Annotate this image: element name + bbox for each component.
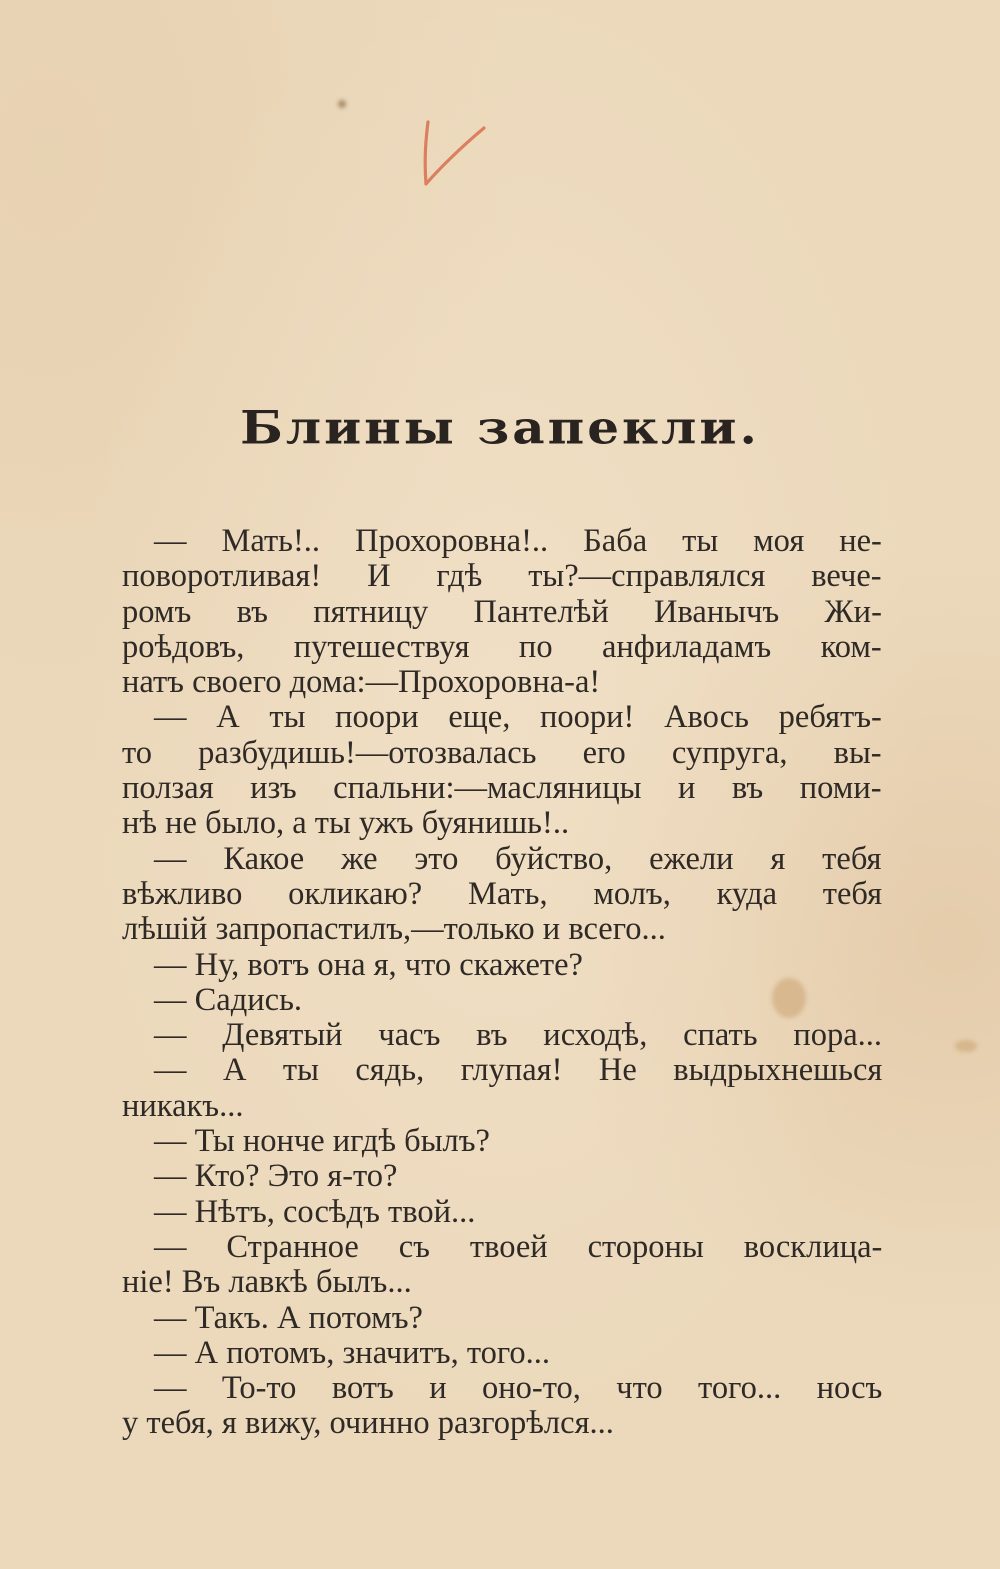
text-line: — Какое же это буйство, ежели я тебя: [154, 840, 882, 877]
text-line: — Ну, вотъ она я, что скажете?: [154, 946, 583, 983]
text-line: — Ты нонче игдѣ былъ?: [154, 1123, 490, 1160]
text-line: — Кто? Это я-то?: [154, 1158, 398, 1195]
paper-stain: [955, 1040, 977, 1052]
text-line: нѣ не было, а ты ужъ буянишь!..: [122, 805, 570, 842]
text-line: — Садись.: [154, 981, 303, 1018]
text-line: — Девятый часъ въ исходѣ, спать пора...: [154, 1017, 883, 1054]
text-line: — А ты сядь, глупая! Не выдрыхнешься: [154, 1052, 883, 1089]
text-line: — Такъ. А потомъ?: [154, 1299, 423, 1336]
text-line: — Мать!.. Прохоровна!.. Баба ты моя не-: [154, 523, 882, 559]
text-line: — Странное съ твоей стороны восклица-: [154, 1228, 883, 1265]
text-line: натъ своего дома:—Прохоровна-а!: [122, 664, 601, 701]
text-line: поворотливая! И гдѣ ты?—справлялся вече-: [122, 558, 882, 595]
text-line: у тебя, я вижу, очинно разгорѣлся...: [122, 1405, 614, 1442]
text-line: лѣшій запропастилъ,—только и всего...: [122, 911, 666, 948]
text-line: ползая изъ спальни:—масляницы и въ поми-: [122, 770, 882, 807]
red-pencil-checkmark: [418, 118, 488, 190]
story-text: [122, 524, 882, 1442]
text-line: — Нѣтъ, сосѣдъ твой...: [154, 1193, 476, 1230]
text-line: — А потомъ, значитъ, того...: [154, 1334, 550, 1371]
story-title: Блины запекли.: [240, 400, 760, 455]
text-line: никакъ...: [122, 1087, 244, 1124]
text-line: то разбудишь!—отозвалась его супруга, вы-: [122, 734, 882, 771]
text-line: — То-то вотъ и оно-то, что того... носъ: [154, 1370, 883, 1407]
text-line: роѣдовъ, путешествуя по анфиладамъ ком-: [122, 628, 882, 665]
paper-stain: [338, 100, 346, 108]
text-line: ніе! Въ лавкѣ былъ...: [122, 1264, 412, 1301]
text-line: вѣжливо окликаю? Мать, молъ, куда тебя: [122, 875, 883, 912]
text-line: ромъ въ пятницу Пантелѣй Иванычъ Жи-: [122, 593, 882, 630]
text-line: — А ты поори еще, поори! Авось ребятъ-: [154, 699, 882, 736]
